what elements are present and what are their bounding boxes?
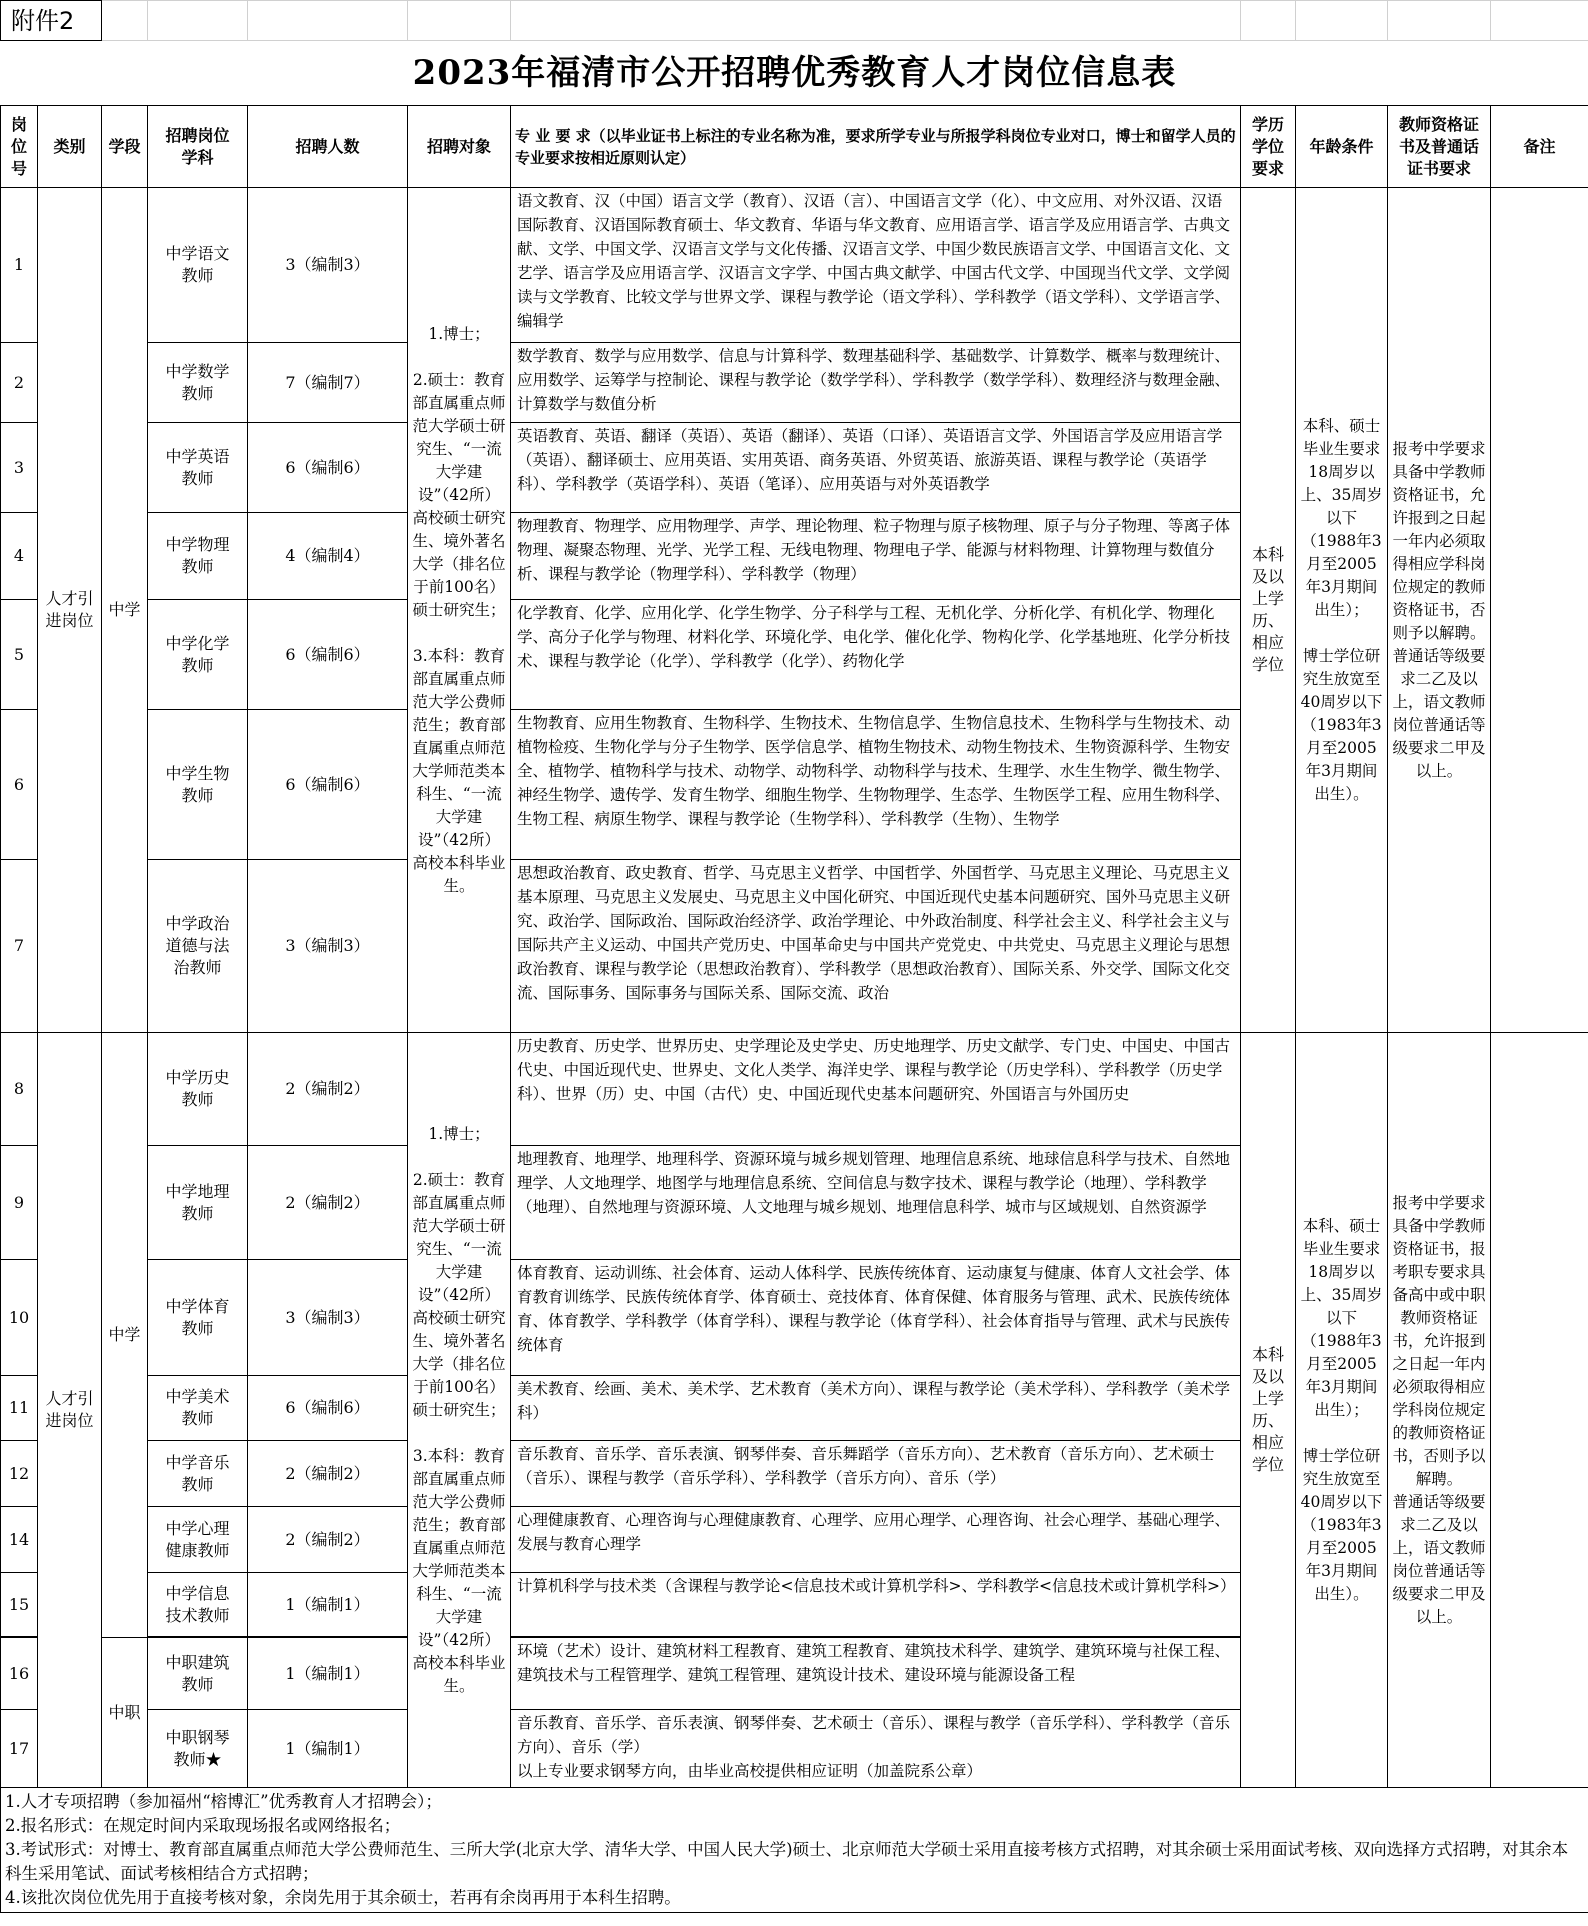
major-cell: 美术教育、绘画、美术、美术学、艺术教育（美术方向）、课程与教学论（美术学科）、学科教学（美术学科） [511,1376,1241,1441]
caption-row [1,1,1588,41]
remark-cell [1491,188,1588,1033]
post-no: 10 [1,1260,38,1376]
subject-cell: 中学心理 健康教师 [148,1507,248,1573]
post-no: 6 [1,710,38,860]
major-cell: 化学教育、化学、应用化学、化学生物学、分子科学与工程、无机化学、分析化学、有机化学、物理化学、高分子化学与物理、材料化学、环境化学、电化学、催化化学、物构化学、化学基地班、化学分析技术、课程与教学论（化学）、学科教学（化学）、药物化学 [511,600,1241,710]
header-remark: 备注 [1491,106,1588,188]
subject-cell: 中学物理 教师 [148,513,248,600]
subject-cell: 中学地理 教师 [148,1146,248,1260]
post-no: 5 [1,600,38,710]
post-no: 11 [1,1376,38,1441]
post-no: 3 [1,423,38,513]
education-cell: 本科 及以 上学 历、 相应 学位 [1241,1033,1296,1788]
stage-cell: 中学 [102,188,148,1033]
major-cell: 思想政治教育、政史教育、哲学、马克思主义哲学、中国哲学、外国哲学、马克思主义理论、马克思主义基本原理、马克思主义发展史、马克思主义中国化研究、中国近现代史基本问题研究、国外马克思主义研究、政治学、国际政治、国际政治经济学、政治学理论、中外政治制度、科学社会主义、科学社会主义与国际共产主义运动、中国共产党历史、中国革命史与中国共产党党史、中共党史、马克思主义理论与思想政治教育、课程与教学论（思想政治教育）、学科教学（思想政治教育）、国际关系、外交学、国际文化交流、国际事务、国际事务与国际关系、国际交流、政治 [511,860,1241,1033]
post-no: 15 [1,1573,38,1637]
table-row [1,1033,1588,1146]
major-cell: 环境（艺术）设计、建筑材料工程教育、建筑工程教育、建筑技术科学、建筑学、建筑环境与社保工程、建筑技术与工程管理学、建筑工程管理、建筑设计技术、建设环境与能源设备工程 [511,1638,1241,1710]
stage-cell: 中职 [102,1638,148,1788]
title-row [1,41,1588,106]
major-cell: 地理教育、地理学、地理科学、资源环境与城乡规划管理、地理信息系统、地球信息科学与技术、自然地理学、人文地理学、地图学与地理信息系统、空间信息与数字技术、课程与教学论（地理）、学科教学（地理）、自然地理与资源环境、人文地理与城乡规划、地理信息科学、城市与区域规划、自然资源学 [511,1146,1241,1260]
count-cell: 6（编制6） [248,1376,408,1441]
count-cell: 2（编制2） [248,1441,408,1507]
target-cell: 1.博士； 2.硕士：教育部直属重点师范大学硕士研究生、“一流大学建设”（42所）高校硕士研究生、境外著名大学（排名位于前100名）硕士研究生； 3.本科：教育部直属重点师范大学公费师范生；教育部直属重点师范大学师范类本科生、“一流大学建设”（42所）高校本科毕业生。 [408,188,511,1033]
attachment-label: 附件2 [1,1,102,41]
post-no: 4 [1,513,38,600]
count-cell: 3（编制3） [248,860,408,1033]
subject-cell: 中职钢琴 教师★ [148,1710,248,1788]
notes-row [1,1788,1588,1913]
certificate-cell: 报考中学要求具备中学教师资格证书，报考职专要求具备高中或中职教师资格证书，允许报到之日起一年内必须取得相应学科岗位规定的教师资格证书，否则予以解聘。 普通话等级要求二乙及以上，语文教师岗位普通话等级要求二甲及以上。 [1388,1033,1491,1788]
major-cell: 语文教育、汉（中国）语言文学（教育）、汉语（言）、中国语言文学（化）、中文应用、对外汉语、汉语国际教育、汉语国际教育硕士、华文教育、华语与华文教育、应用语言学、语言学及应用语言学、古典文献、文学、中国文学、汉语言文学与文化传播、汉语言文学、中国少数民族语言文学、中国语言文化、文艺学、语言学及应用语言学、汉语言文字学、中国古典文献学、中国古代文学、中国现当代文学、文学阅读与文学教育、比较文学与世界文学、课程与教学论（语文学科）、学科教学（语文学科）、文学语言学、编辑学 [511,188,1241,343]
post-no: 16 [1,1638,38,1710]
major-cell: 计算机科学与技术类（含课程与教学论<信息技术或计算机学科>、学科教学<信息技术或计算机学科>） [511,1573,1241,1637]
table-row [1,188,1588,343]
header-education: 学历 学位 要求 [1241,106,1296,188]
header-category: 类别 [38,106,102,188]
header-target: 招聘对象 [408,106,511,188]
major-cell: 心理健康教育、心理咨询与心理健康教育、心理学、应用心理学、心理咨询、社会心理学、基础心理学、发展与教育心理学 [511,1507,1241,1573]
header-certificate: 教师资格证 书及普通话 证书要求 [1388,106,1491,188]
category-cell: 人才引 进岗位 [38,1033,102,1788]
header-subject: 招聘岗位 学科 [148,106,248,188]
subject-cell: 中学政治 道德与法 治教师 [148,860,248,1033]
major-cell: 数学教育、数学与应用数学、信息与计算科学、数理基础科学、基础数学、计算数学、概率与数理统计、应用数学、运筹学与控制论、课程与教学论（数学学科）、学科教学（数学学科）、数理经济与数理金融、计算数学与数值分析 [511,343,1241,423]
count-cell: 3（编制3） [248,1260,408,1376]
post-no: 7 [1,860,38,1033]
remark-cell [1491,1033,1588,1788]
post-no: 17 [1,1710,38,1788]
header-stage: 学段 [102,106,148,188]
header-post-no: 岗 位 号 [1,106,38,188]
subject-cell: 中学英语 教师 [148,423,248,513]
major-cell: 物理教育、物理学、应用物理学、声学、理论物理、粒子物理与原子核物理、原子与分子物理、等离子体物理、凝聚态物理、光学、光学工程、无线电物理、物理电子学、能源与材料物理、计算物理与数值分析、课程与教学论（物理学科）、学科教学（物理） [511,513,1241,600]
subject-cell: 中学历史 教师 [148,1033,248,1146]
count-cell: 6（编制6） [248,600,408,710]
note-item: 3.考试形式：对博士、教育部直属重点师范大学公费师范生、三所大学(北京大学、清华大学、中国人民大学)硕士、北京师范大学硕士采用直接考核方式招聘，对其余硕士采用面试考核、双向选择方式招聘，对其余本科生采用笔试、面试考核相结合方式招聘； [5,1840,1569,1883]
age-cell: 本科、硕士毕业生要求18周岁以上、35周岁以下（1988年3月至2005年3月期间出生）； 博士学位研究生放宽至40周岁以下（1983年3月至2005年3月期间出生）。 [1296,1033,1388,1788]
count-cell: 4（编制4） [248,513,408,600]
subject-cell: 中学美术 教师 [148,1376,248,1441]
target-cell: 1.博士； 2.硕士：教育部直属重点师范大学硕士研究生、“一流大学建设”（42所）高校硕士研究生、境外著名大学（排名位于前100名）硕士研究生； 3.本科：教育部直属重点师范大学公费师范生；教育部直属重点师范大学师范类本科生、“一流大学建设”（42所）高校本科毕业生。 [408,1033,511,1788]
post-no: 8 [1,1033,38,1146]
subject-cell: 中学音乐 教师 [148,1441,248,1507]
education-cell: 本科 及以 上学 历、 相应 学位 [1241,188,1296,1033]
subject-cell: 中学体育 教师 [148,1260,248,1376]
note-item: 4.该批次岗位优先用于直接考核对象，余岗先用于其余硕士，若再有余岗再用于本科生招聘。 [5,1888,681,1907]
count-cell: 1（编制1） [248,1710,408,1788]
header-count: 招聘人数 [248,106,408,188]
subject-cell: 中学生物 教师 [148,710,248,860]
major-cell: 音乐教育、音乐学、音乐表演、钢琴伴奏、音乐舞蹈学（音乐方向）、艺术教育（音乐方向）、艺术硕士（音乐）、课程与教学（音乐学科）、学科教学（音乐方向）、音乐（学） [511,1441,1241,1507]
post-no: 1 [1,188,38,343]
count-cell: 6（编制6） [248,423,408,513]
age-cell: 本科、硕士毕业生要求18周岁以上、35周岁以下（1988年3月至2005年3月期间出生）； 博士学位研究生放宽至40周岁以下（1983年3月至2005年3月期间出生）。 [1296,188,1388,1033]
count-cell: 3（编制3） [248,188,408,343]
note-item: 2.报名形式：在规定时间内采取现场报名或网络报名； [5,1816,401,1835]
post-no: 12 [1,1441,38,1507]
certificate-cell: 报考中学要求具备中学教师资格证书，允许报到之日起一年内必须取得相应学科岗位规定的教师资格证书，否则予以解聘。普通话等级要求二乙及以上，语文教师岗位普通话等级要求二甲及以上。 [1388,188,1491,1033]
header-age: 年龄条件 [1296,106,1388,188]
count-cell: 7（编制7） [248,343,408,423]
major-cell: 体育教育、运动训练、社会体育、运动人体科学、民族传统体育、运动康复与健康、体育人文社会学、体育教育训练学、民族传统体育学、体育硕士、竞技体育、体育保健、体育服务与管理、武术、民族传统体育、体育教学、学科教学（体育学科）、课程与教学论（体育学科）、社会体育指导与管理、武术与民族传统体育 [511,1260,1241,1376]
page-title: 2023年福清市公开招聘优秀教育人才岗位信息表 [1,41,1588,106]
header-row [1,106,1588,188]
major-cell: 生物教育、应用生物教育、生物科学、生物技术、生物信息学、生物信息技术、生物科学与生物技术、动植物检疫、生物化学与分子生物学、医学信息学、植物生物技术、动物生物技术、生物资源科学、生物安全、植物学、植物科学与技术、动物学、动物科学、动物科学与技术、生理学、水生生物学、微生物学、神经生物学、遗传学、发育生物学、细胞生物学、生物物理学、生态学、生物医学工程、应用生物科学、生物工程、病原生物学、课程与教学论（生物学科）、学科教学（生物）、生物学 [511,710,1241,860]
subject-cell: 中学数学 教师 [148,343,248,423]
post-no: 14 [1,1507,38,1573]
subject-cell: 中学化学 教师 [148,600,248,710]
count-cell: 6（编制6） [248,710,408,860]
count-cell: 1（编制1） [248,1573,408,1637]
post-no: 2 [1,343,38,423]
major-cell: 历史教育、历史学、世界历史、史学理论及史学史、历史地理学、历史文献学、专门史、中国史、中国古代史、中国近现代史、世界史、文化人类学、海洋史学、课程与教学论（历史学科）、学科教学（历史学科）、世界（历）史、中国（古代）史、中国近现代史基本问题研究、外国语言与外国历史 [511,1033,1241,1146]
count-cell: 2（编制2） [248,1146,408,1260]
major-cell: 音乐教育、音乐学、音乐表演、钢琴伴奏、艺术硕士（音乐）、课程与教学（音乐学科）、学科教学（音乐方向）、音乐（学） 以上专业要求钢琴方向，由毕业高校提供相应证明（加盖院系公章） [511,1710,1241,1788]
post-no: 9 [1,1146,38,1260]
count-cell: 1（编制1） [248,1638,408,1710]
notes [1,1788,1588,1913]
subject-cell: 中学信息 技术教师 [148,1573,248,1637]
count-cell: 2（编制2） [248,1507,408,1573]
subject-cell: 中职建筑 教师 [148,1638,248,1710]
header-major: 专 业 要 求（以毕业证书上标注的专业名称为准，要求所学专业与所报学科岗位专业对口，博士和留学人员的专业要求按相近原则认定） [511,106,1241,188]
note-item: 1.人才专项招聘（参加福州“榕博汇”优秀教育人才招聘会）； [5,1792,442,1811]
category-cell: 人才引 进岗位 [38,188,102,1033]
count-cell: 2（编制2） [248,1033,408,1146]
subject-cell: 中学语文 教师 [148,188,248,343]
major-cell: 英语教育、英语、翻译（英语）、英语（翻译）、英语（口译）、英语语言文学、外国语言学及应用语言学（英语）、翻译硕士、应用英语、实用英语、商务英语、外贸英语、旅游英语、课程与教学论（英语学科）、学科教学（英语学科）、英语（笔译）、应用英语与对外英语教学 [511,423,1241,513]
stage-cell: 中学 [102,1033,148,1638]
